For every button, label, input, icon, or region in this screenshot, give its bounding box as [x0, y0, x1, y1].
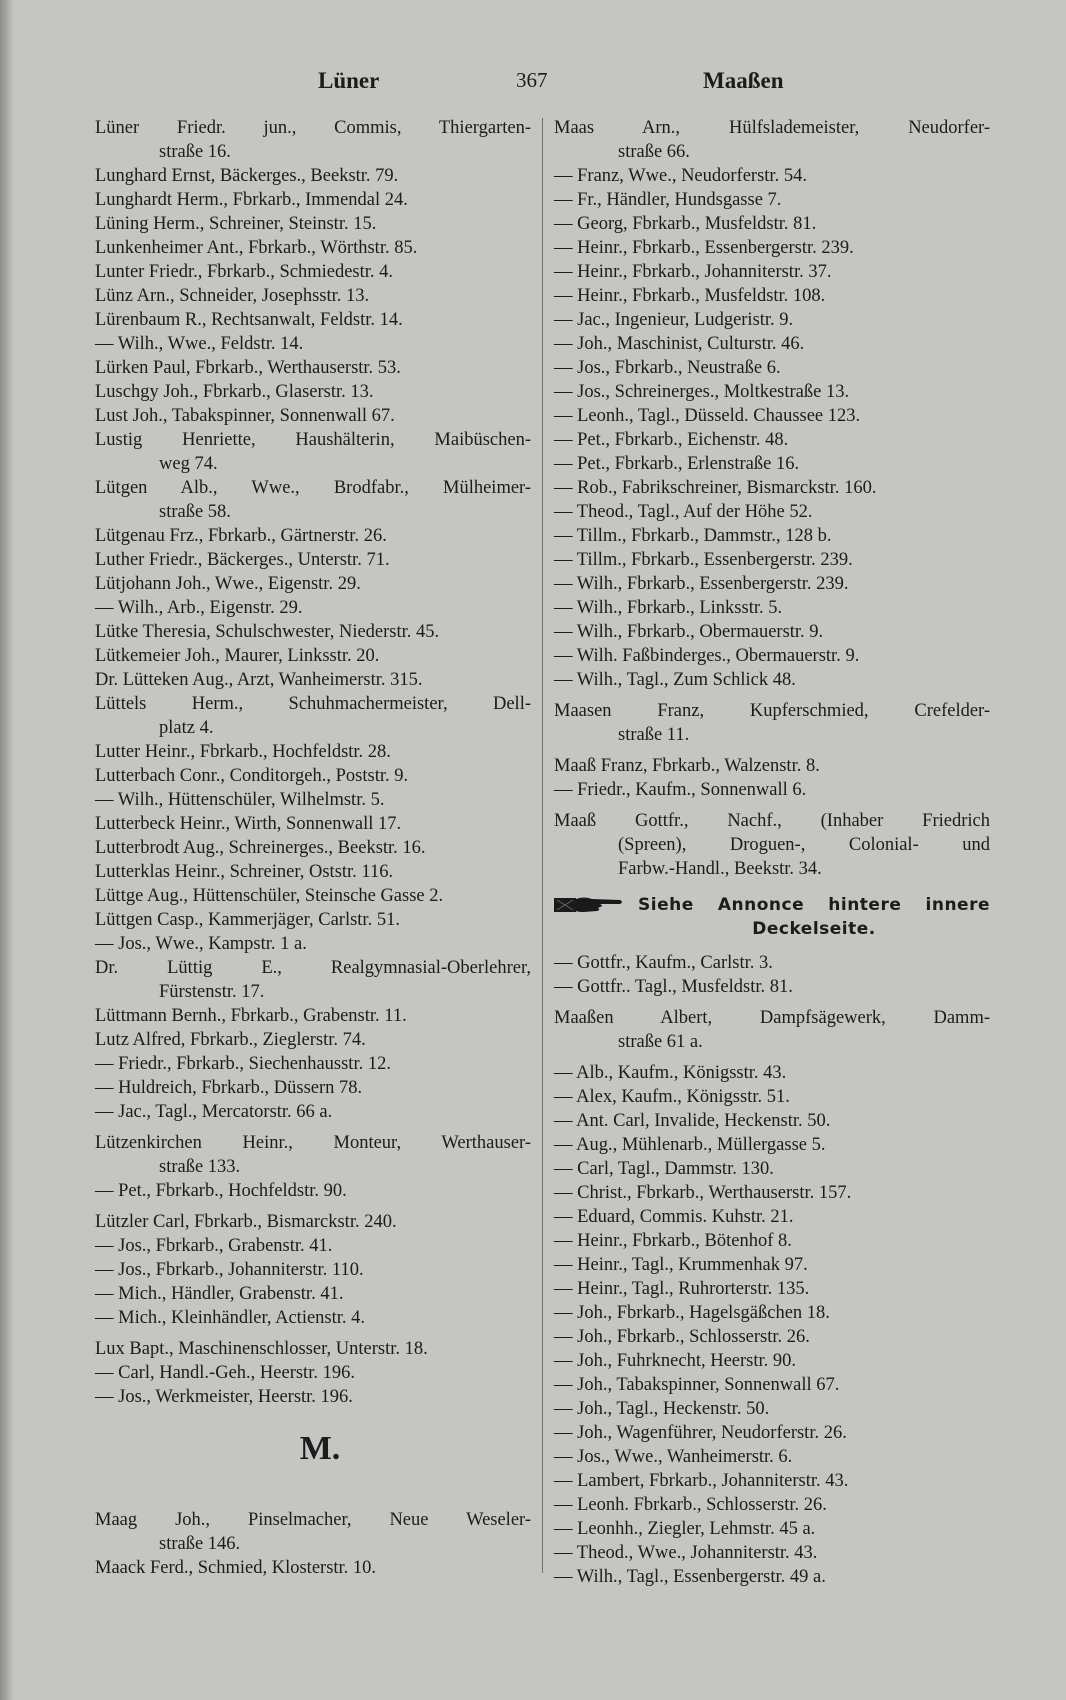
entry-continuation-line: straße 146.	[159, 1534, 241, 1554]
directory-entry	[554, 1157, 990, 1181]
directory-entry	[95, 1385, 531, 1409]
entry-line: Lütgenau Frz., Fbrkarb., Gärtnerstr. 26.	[95, 526, 387, 546]
entry-line: Lunghardt Herm., Fbrkarb., Immendal 24.	[95, 190, 408, 210]
entry-continuation-line: straße 66.	[618, 142, 690, 162]
entry-line: Maack Ferd., Schmied, Klosterstr. 10.	[95, 1558, 377, 1578]
directory-entry	[554, 668, 990, 692]
notice-line-2: Deckelseite.	[752, 919, 876, 939]
entry-group	[95, 116, 531, 1124]
entry-line: Maag Joh., Pinselmacher, Neue Weseler-	[95, 1510, 531, 1530]
directory-entry	[554, 1253, 990, 1277]
directory-entry	[554, 212, 990, 236]
directory-entry	[554, 116, 990, 164]
directory-entry	[95, 908, 531, 932]
entry-line: — Joh., Fbrkarb., Schlosserstr. 26.	[554, 1327, 810, 1347]
entry-line: — Wilh., Fbrkarb., Obermauerstr. 9.	[554, 622, 824, 642]
entry-line: — Heinr., Fbrkarb., Bötenhof 8.	[554, 1231, 792, 1251]
directory-entry	[95, 212, 531, 236]
entry-line: — Leonh., Tagl., Düsseld. Chaussee 123.	[554, 406, 861, 426]
right-column-entries-top	[554, 116, 990, 881]
entry-line: — Eduard, Commis. Kuhstr. 21.	[554, 1207, 794, 1227]
entry-line: Lüttels Herm., Schuhmachermeister, Dell-	[95, 694, 531, 714]
entry-line: Dr. Lütteken Aug., Arzt, Wanheimerstr. 315.	[95, 670, 423, 690]
entry-line: — Joh., Tagl., Heckenstr. 50.	[554, 1399, 770, 1419]
entry-line: — Mich., Kleinhändler, Actienstr. 4.	[95, 1308, 366, 1328]
directory-entry	[95, 524, 531, 548]
running-head-right: Maaßen	[703, 68, 784, 93]
entry-line: Lux Bapt., Maschinenschlosser, Unterstr. 18.	[95, 1339, 428, 1359]
entry-line: — Jos., Schreinerges., Moltkestraße 13.	[554, 382, 850, 402]
directory-entry	[554, 1133, 990, 1157]
directory-entry	[554, 754, 990, 778]
entry-continuation-line: straße 58.	[159, 502, 231, 522]
entry-line: — Carl, Handl.-Geh., Heerstr. 196.	[95, 1363, 355, 1383]
entry-line: — Leonhh., Ziegler, Lehmstr. 45 a.	[554, 1519, 816, 1539]
directory-entry	[554, 284, 990, 308]
directory-entry	[554, 1421, 990, 1445]
directory-entry	[95, 596, 531, 620]
entry-line: — Heinr., Fbrkarb., Musfeldstr. 108.	[554, 286, 826, 306]
entry-line: — Carl, Tagl., Dammstr. 130.	[554, 1159, 774, 1179]
directory-entry	[95, 1131, 531, 1179]
entry-line: — Jac., Tagl., Mercatorstr. 66 a.	[95, 1102, 333, 1122]
directory-entry	[554, 356, 990, 380]
entry-line: — Aug., Mühlenarb., Müllergasse 5.	[554, 1135, 826, 1155]
directory-entry	[554, 452, 990, 476]
directory-entry	[95, 1052, 531, 1076]
entry-line: Lunghard Ernst, Bäckerges., Beekstr. 79.	[95, 166, 399, 186]
directory-entry	[95, 668, 531, 692]
advertisement-notice	[554, 893, 990, 941]
directory-entry	[95, 788, 531, 812]
directory-entry	[95, 356, 531, 380]
entry-line: — Wilh. Faßbinderges., Obermauerstr. 9.	[554, 646, 860, 666]
entry-group	[554, 1006, 990, 1054]
directory-entry	[554, 1445, 990, 1469]
directory-entry	[95, 476, 531, 524]
entry-line: Lutterbach Conr., Conditorgeh., Poststr. 9.	[95, 766, 409, 786]
entry-line: — Joh., Fbrkarb., Hagelsgäßchen 18.	[554, 1303, 830, 1323]
directory-entry	[95, 1004, 531, 1028]
entry-line: Lürken Paul, Fbrkarb., Werthauserstr. 53.	[95, 358, 401, 378]
directory-entry	[554, 1541, 990, 1565]
entry-line: Lürenbaum R., Rechtsanwalt, Feldstr. 14.	[95, 310, 403, 330]
entry-line: — Theod., Tagl., Auf der Höhe 52.	[554, 502, 813, 522]
directory-entry	[554, 524, 990, 548]
page-edge-shadow	[0, 0, 14, 1700]
entry-line: — Tillm., Fbrkarb., Dammstr., 128 b.	[554, 526, 832, 546]
entry-line: — Jos., Fbrkarb., Neustraße 6.	[554, 358, 781, 378]
entry-line: Lütkemeier Joh., Maurer, Linksstr. 20.	[95, 646, 380, 666]
directory-entry	[554, 620, 990, 644]
entry-line: — Mich., Händler, Grabenstr. 41.	[95, 1284, 344, 1304]
directory-entry	[95, 260, 531, 284]
directory-entry	[95, 572, 531, 596]
entry-continuation-line: straße 61 a.	[618, 1032, 703, 1052]
directory-entry	[95, 812, 531, 836]
directory-entry	[95, 308, 531, 332]
entry-group	[95, 1210, 531, 1330]
directory-entry	[95, 1361, 531, 1385]
entry-line: — Georg, Fbrkarb., Musfeldstr. 81.	[554, 214, 817, 234]
entry-group	[95, 1337, 531, 1409]
directory-entry	[554, 1006, 990, 1054]
directory-entry	[95, 884, 531, 908]
entry-line: — Fr., Händler, Hundsgasse 7.	[554, 190, 782, 210]
directory-entry	[554, 332, 990, 356]
entry-line: — Christ., Fbrkarb., Werthauserstr. 157.	[554, 1183, 852, 1203]
directory-entry	[95, 1306, 531, 1330]
running-head-left: Lüner	[318, 68, 380, 93]
entry-group	[95, 1508, 531, 1580]
entry-line: Lüttmann Bernh., Fbrkarb., Grabenstr. 11.	[95, 1006, 407, 1026]
directory-entry	[554, 548, 990, 572]
entry-line: — Jac., Ingenieur, Ludgeristr. 9.	[554, 310, 794, 330]
entry-line: — Heinr., Tagl., Ruhrorterstr. 135.	[554, 1279, 810, 1299]
directory-entry	[554, 644, 990, 668]
directory-entry	[554, 1109, 990, 1133]
directory-entry	[554, 380, 990, 404]
entry-line: — Wilh., Tagl., Essenbergerstr. 49 a.	[554, 1567, 826, 1587]
entry-group	[554, 754, 990, 802]
directory-entry	[95, 1028, 531, 1052]
entry-line: — Heinr., Fbrkarb., Johanniterstr. 37.	[554, 262, 832, 282]
directory-entry	[554, 1061, 990, 1085]
notice-line-1: Siehe Annonce hintere innere	[638, 895, 990, 915]
directory-entry	[95, 692, 531, 740]
entry-line: — Huldreich, Fbrkarb., Düssern 78.	[95, 1078, 363, 1098]
entry-line: Lüttgen Casp., Kammerjäger, Carlstr. 51.	[95, 910, 400, 930]
entry-line: Maaß Gottfr., Nachf., (Inhaber Friedrich	[554, 811, 990, 831]
entry-continuation-line: (Spreen), Droguen-, Colonial- und	[618, 835, 990, 855]
directory-entry	[95, 1508, 531, 1556]
directory-entry	[95, 764, 531, 788]
entry-line: Lüner Friedr. jun., Commis, Thiergarten-	[95, 118, 531, 138]
entry-line: Lüttge Aug., Hüttenschüler, Steinsche Gasse 2.	[95, 886, 444, 906]
directory-entry	[554, 1469, 990, 1493]
entry-line: — Theod., Wwe., Johanniterstr. 43.	[554, 1543, 818, 1563]
section-letter: M.	[299, 1430, 341, 1467]
entry-line: Lunter Friedr., Fbrkarb., Schmiedestr. 4.	[95, 262, 394, 282]
directory-entry	[554, 1325, 990, 1349]
entry-line: — Tillm., Fbrkarb., Essenbergerstr. 239.	[554, 550, 853, 570]
directory-entry	[554, 1349, 990, 1373]
entry-line: — Lambert, Fbrkarb., Johanniterstr. 43.	[554, 1471, 849, 1491]
directory-entry	[95, 836, 531, 860]
directory-entry	[554, 1085, 990, 1109]
directory-entry	[95, 1258, 531, 1282]
entry-line: — Alb., Kaufm., Königsstr. 43.	[554, 1063, 787, 1083]
entry-line: — Jos., Fbrkarb., Grabenstr. 41.	[95, 1236, 333, 1256]
directory-entry	[95, 932, 531, 956]
left-column-m-section	[95, 1508, 531, 1580]
entry-line: — Leonh. Fbrkarb., Schlosserstr. 26.	[554, 1495, 827, 1515]
directory-entry	[554, 951, 990, 975]
entry-line: — Heinr., Tagl., Krummenhak 97.	[554, 1255, 808, 1275]
column-divider	[542, 118, 543, 1573]
directory-entry	[95, 1210, 531, 1234]
entry-line: — Jos., Wwe., Wanheimerstr. 6.	[554, 1447, 793, 1467]
entry-line: Lütjohann Joh., Wwe., Eigenstr. 29.	[95, 574, 361, 594]
directory-entry	[95, 1556, 531, 1580]
entry-group	[554, 1061, 990, 1589]
directory-entry	[95, 236, 531, 260]
entry-line: Lunkenheimer Ant., Fbrkarb., Wörthstr. 85.	[95, 238, 418, 258]
entry-continuation-line: platz 4.	[159, 718, 214, 738]
entry-line: — Jos., Wwe., Kampstr. 1 a.	[95, 934, 307, 954]
directory-entry	[554, 699, 990, 747]
entry-line: — Wilh., Hüttenschüler, Wilhelmstr. 5.	[95, 790, 385, 810]
entry-line: Lützenkirchen Heinr., Monteur, Werthauser-	[95, 1133, 531, 1153]
entry-line: Lütgen Alb., Wwe., Brodfabr., Mülheimer-	[95, 478, 531, 498]
directory-entry	[554, 236, 990, 260]
directory-entry	[95, 1234, 531, 1258]
entry-continuation-line: Farbw.-Handl., Beekstr. 34.	[618, 859, 822, 879]
entry-line: — Gottfr.. Tagl., Musfeldstr. 81.	[554, 977, 793, 997]
directory-entry	[95, 188, 531, 212]
entry-line: — Wilh., Arb., Eigenstr. 29.	[95, 598, 303, 618]
entry-line: Lutterbrodt Aug., Schreinerges., Beekstr. 16.	[95, 838, 426, 858]
directory-entry	[554, 1397, 990, 1421]
entry-line: Lustig Henriette, Haushälterin, Maibüschen-	[95, 430, 531, 450]
entry-continuation-line: Fürstenstr. 17.	[159, 982, 265, 1002]
entry-line: — Alex, Kaufm., Königsstr. 51.	[554, 1087, 790, 1107]
entry-line: — Pet., Fbrkarb., Hochfeldstr. 90.	[95, 1181, 347, 1201]
directory-entry	[554, 975, 990, 999]
entry-line: Lutterklas Heinr., Schreiner, Oststr. 116.	[95, 862, 394, 882]
directory-entry	[554, 500, 990, 524]
directory-entry	[95, 1076, 531, 1100]
entry-line: — Heinr., Fbrkarb., Essenbergerstr. 239.	[554, 238, 854, 258]
directory-entry	[554, 1277, 990, 1301]
directory-entry	[554, 809, 990, 881]
directory-entry	[554, 1181, 990, 1205]
directory-entry	[95, 404, 531, 428]
directory-entry	[554, 778, 990, 802]
directory-entry	[95, 380, 531, 404]
directory-entry	[554, 596, 990, 620]
directory-entry	[95, 116, 531, 164]
page-number: 367	[516, 68, 548, 92]
directory-entry	[554, 260, 990, 284]
entry-line: Luschgy Joh., Fbrkarb., Glaserstr. 13.	[95, 382, 374, 402]
directory-entry	[554, 1229, 990, 1253]
entry-line: Lützler Carl, Fbrkarb., Bismarckstr. 240.	[95, 1212, 397, 1232]
directory-entry	[554, 1517, 990, 1541]
entry-line: Lüning Herm., Schreiner, Steinstr. 15.	[95, 214, 377, 234]
entry-group	[554, 116, 990, 692]
entry-line: Luther Friedr., Bäckerges., Unterstr. 71.	[95, 550, 390, 570]
entry-group	[554, 699, 990, 747]
directory-entry	[554, 164, 990, 188]
entry-line: Lünz Arn., Schneider, Josephsstr. 13.	[95, 286, 370, 306]
entry-line: — Wilh., Fbrkarb., Linksstr. 5.	[554, 598, 783, 618]
entry-continuation-line: straße 11.	[618, 725, 690, 745]
entry-line: — Rob., Fabrikschreiner, Bismarckstr. 160.	[554, 478, 877, 498]
entry-line: — Wilh., Fbrkarb., Essenbergerstr. 239.	[554, 574, 849, 594]
left-column	[95, 116, 531, 1409]
directory-entry	[95, 1337, 531, 1361]
entry-line: — Joh., Wagenführer, Neudorferstr. 26.	[554, 1423, 847, 1443]
directory-entry	[554, 1493, 990, 1517]
entry-line: Dr. Lüttig E., Realgymnasial-Oberlehrer,	[95, 958, 531, 978]
entry-line: Lutter Heinr., Fbrkarb., Hochfeldstr. 28.	[95, 742, 391, 762]
entry-line: — Friedr., Kaufm., Sonnenwall 6.	[554, 780, 807, 800]
entry-group	[554, 951, 990, 999]
directory-entry	[95, 332, 531, 356]
entry-line: Maas Arn., Hülfslademeister, Neudorfer-	[554, 118, 990, 138]
directory-entry	[554, 188, 990, 212]
entry-line: — Joh., Tabakspinner, Sonnenwall 67.	[554, 1375, 840, 1395]
directory-entry	[95, 548, 531, 572]
directory-entry	[95, 1100, 531, 1124]
entry-group	[554, 809, 990, 881]
entry-line: Maasen Franz, Kupferschmied, Crefelder-	[554, 701, 990, 721]
entry-continuation-line: straße 133.	[159, 1157, 241, 1177]
directory-entry	[554, 428, 990, 452]
pointing-hand-icon	[554, 895, 624, 915]
directory-entry	[554, 1373, 990, 1397]
entry-line: Lütke Theresia, Schulschwester, Niederstr. 45.	[95, 622, 440, 642]
entry-continuation-line: straße 16.	[159, 142, 231, 162]
directory-entry	[95, 956, 531, 1004]
entry-line: — Ant. Carl, Invalide, Heckenstr. 50.	[554, 1111, 831, 1131]
entry-line: — Jos., Werkmeister, Heerstr. 196.	[95, 1387, 353, 1407]
directory-entry	[95, 644, 531, 668]
entry-line: — Joh., Fuhrknecht, Heerstr. 90.	[554, 1351, 797, 1371]
entry-line: — Wilh., Wwe., Feldstr. 14.	[95, 334, 304, 354]
directory-entry	[554, 308, 990, 332]
directory-entry	[95, 740, 531, 764]
entry-group	[95, 1131, 531, 1203]
entry-line: Lutterbeck Heinr., Wirth, Sonnenwall 17.	[95, 814, 402, 834]
entry-line: — Jos., Fbrkarb., Johanniterstr. 110.	[95, 1260, 364, 1280]
entry-continuation-line: weg 74.	[159, 454, 218, 474]
directory-entry	[554, 1205, 990, 1229]
entry-line: — Joh., Maschinist, Culturstr. 46.	[554, 334, 805, 354]
entry-line: Maaßen Albert, Dampfsägewerk, Damm-	[554, 1008, 990, 1028]
directory-entry	[554, 1565, 990, 1589]
entry-line: — Franz, Wwe., Neudorferstr. 54.	[554, 166, 807, 186]
directory-entry	[554, 476, 990, 500]
directory-entry	[95, 1179, 531, 1203]
entry-line: — Pet., Fbrkarb., Eichenstr. 48.	[554, 430, 789, 450]
entry-line: — Friedr., Fbrkarb., Siechenhausstr. 12.	[95, 1054, 391, 1074]
right-column	[554, 116, 990, 1589]
directory-entry	[95, 620, 531, 644]
entry-line: Lust Joh., Tabakspinner, Sonnenwall 67.	[95, 406, 395, 426]
directory-entry	[95, 284, 531, 308]
right-column-entries-bottom	[554, 951, 990, 1589]
entry-line: — Pet., Fbrkarb., Erlenstraße 16.	[554, 454, 800, 474]
directory-entry	[554, 404, 990, 428]
directory-entry	[95, 164, 531, 188]
directory-entry	[554, 1301, 990, 1325]
entry-line: — Gottfr., Kaufm., Carlstr. 3.	[554, 953, 773, 973]
directory-entry	[95, 428, 531, 476]
directory-entry	[95, 1282, 531, 1306]
directory-entry	[554, 572, 990, 596]
entry-line: — Wilh., Tagl., Zum Schlick 48.	[554, 670, 796, 690]
entry-line: Lutz Alfred, Fbrkarb., Zieglerstr. 74.	[95, 1030, 366, 1050]
entry-line: Maaß Franz, Fbrkarb., Walzenstr. 8.	[554, 756, 820, 776]
directory-entry	[95, 860, 531, 884]
